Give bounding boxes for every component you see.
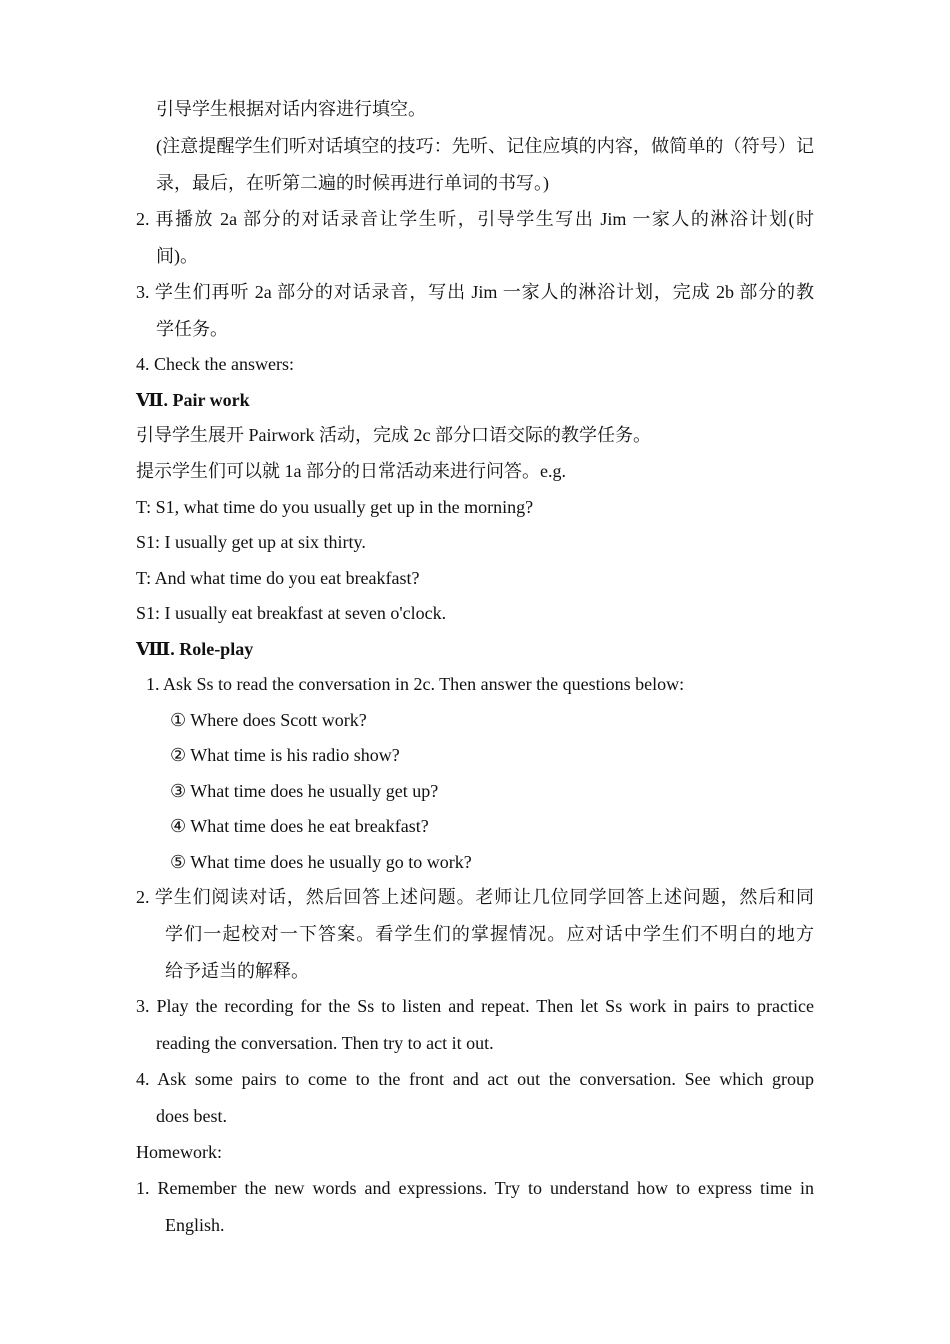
section-heading-pair-work: Ⅶ. Pair work: [136, 390, 250, 410]
step-2-line-1: 2. 再播放 2a 部分的对话录音让学生听，引导学生写出 Jim 一家人的淋浴计划(时: [136, 209, 814, 229]
dialogue-line: T: And what time do you eat breakfast?: [136, 568, 420, 588]
role-play-step-3-line-2: reading the conversation. Then try to act it out.: [156, 1033, 494, 1053]
listening-tip-line-1: (注意提醒学生们听对话填空的技巧：先听、记住应填的内容，做简单的（符号）记: [156, 136, 814, 156]
step-3-line-1: 3. 学生们再听 2a 部分的对话录音，写出 Jim 一家人的淋浴计划，完成 2b 部分的教: [136, 282, 814, 302]
pair-work-hint: 提示学生们可以就 1a 部分的日常活动来进行问答。e.g.: [136, 461, 566, 481]
step-1-continued: 引导学生根据对话内容进行填空。: [156, 99, 426, 119]
dialogue-line: S1: I usually eat breakfast at seven o'clock.: [136, 603, 447, 623]
question-item: ① Where does Scott work?: [170, 710, 367, 730]
role-play-step-2-line-3: 给予适当的解释。: [165, 961, 309, 981]
role-play-step-2-line-1: 2. 学生们阅读对话，然后回答上述问题。老师让几位同学回答上述问题，然后和同: [136, 887, 814, 907]
dialogue-line: S1: I usually get up at six thirty.: [136, 532, 366, 552]
step-4-check-answers: 4. Check the answers:: [136, 354, 294, 374]
step-2-line-2: 间)。: [156, 246, 198, 266]
listening-tip-line-2: 录，最后，在听第二遍的时候再进行单词的书写。): [156, 173, 549, 193]
question-item: ② What time is his radio show?: [170, 745, 400, 765]
role-play-step-3-line-1: 3. Play the recording for the Ss to listen and repeat. Then let Ss work in pairs to practice: [136, 996, 814, 1016]
pair-work-instruction: 引导学生展开 Pairwork 活动，完成 2c 部分口语交际的教学任务。: [136, 425, 651, 445]
role-play-step-4-line-2: does best.: [156, 1106, 227, 1126]
question-item: ⑤ What time does he usually go to work?: [170, 852, 472, 872]
step-3-line-2: 学任务。: [156, 319, 228, 339]
dialogue-line: T: S1, what time do you usually get up in the morning?: [136, 497, 534, 517]
role-play-step-1: 1. Ask Ss to read the conversation in 2c. Then answer the questions below:: [146, 674, 685, 694]
question-item: ③ What time does he usually get up?: [170, 781, 439, 801]
homework-item-1-line-1: 1. Remember the new words and expressions. Try to understand how to express time in: [136, 1178, 814, 1198]
question-item: ④ What time does he eat breakfast?: [170, 816, 429, 836]
section-heading-role-play: Ⅷ. Role-play: [136, 639, 254, 659]
role-play-step-2-line-2: 学们一起校对一下答案。看学生们的掌握情况。应对话中学生们不明白的地方: [165, 924, 814, 944]
homework-item-1-line-2: English.: [165, 1215, 225, 1235]
role-play-step-4-line-1: 4. Ask some pairs to come to the front and act out the conversation. See which group: [136, 1069, 814, 1089]
homework-heading: Homework:: [136, 1142, 222, 1162]
